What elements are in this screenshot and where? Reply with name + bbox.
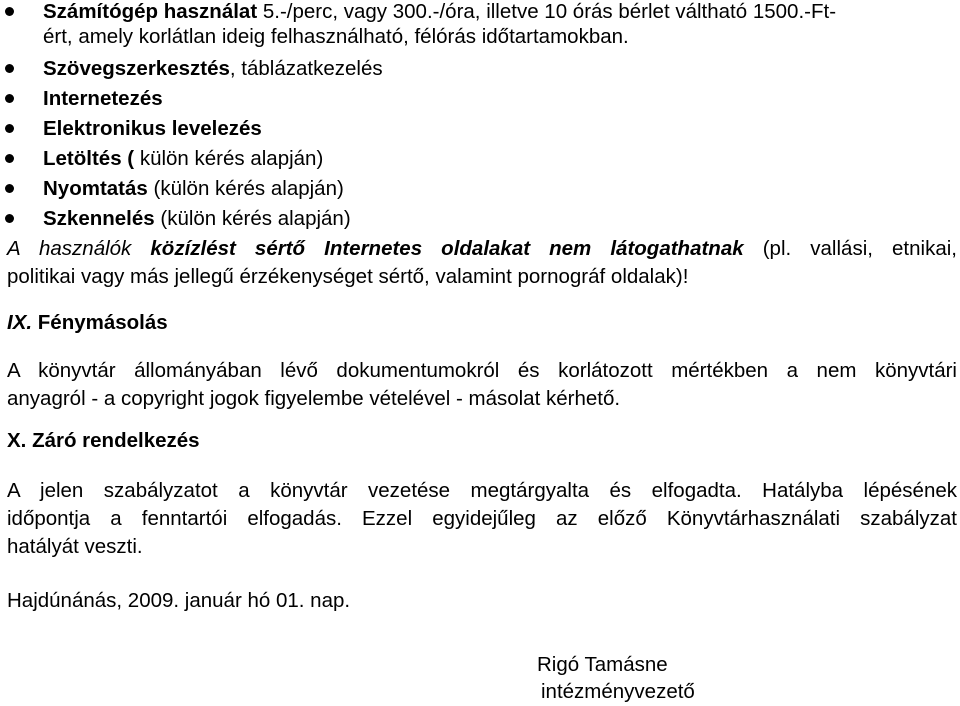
- bullet-icon: [5, 64, 14, 73]
- bullet-icon: [5, 214, 14, 223]
- bullet-icon: [5, 154, 14, 163]
- list-item: [43, 57, 383, 81]
- list-item: [43, 87, 163, 111]
- list-item-bold: Nyomtatás: [43, 177, 148, 200]
- signature-title: intézményvezető: [541, 680, 695, 703]
- list-item-text: (külön kérés alapján): [154, 207, 351, 230]
- list-item: [43, 117, 262, 141]
- section-title: Fénymásolás: [32, 311, 168, 334]
- warning-line-1: [7, 237, 957, 261]
- bullet-icon: [5, 124, 14, 133]
- list-item-bold: Letöltés (: [43, 147, 135, 170]
- section-heading-x: [7, 429, 200, 453]
- section-x-text-line-3: hatályát veszti.: [7, 535, 143, 558]
- list-item-bold: Szkennelés: [43, 207, 155, 230]
- list-item-text: külön kérés alapján): [134, 147, 324, 170]
- list-item-bold: Elektronikus levelezés: [43, 117, 262, 140]
- place-date: Hajdúnánás, 2009. január hó 01. nap.: [7, 589, 351, 612]
- section-ix-text-line-1: A könyvtár állományában lévő dokumentumokról és korlátozott mértékben a nem könyvtári: [7, 359, 957, 382]
- section-x-text-line-2: időpontja a fenntartói elfogadás. Ezzel egyidejűleg az előző Könyvtárhasználati szabályzat: [7, 507, 957, 530]
- warning-prefix: A használók: [7, 237, 151, 260]
- list-item: [43, 147, 323, 171]
- list-item-continuation: ért, amely korlátlan ideig felhasználható, félórás időtartamokban.: [43, 25, 629, 48]
- bullet-icon: [5, 7, 14, 16]
- list-item: [43, 0, 836, 24]
- list-item-bold: Számítógép használat: [43, 0, 258, 23]
- bullet-icon: [5, 94, 14, 103]
- list-item-text: 5.-/perc, vagy 300.-/óra, illetve 10 órás bérlet váltható 1500.-Ft-: [257, 0, 837, 23]
- list-item: [43, 207, 351, 231]
- section-heading-ix: [7, 311, 168, 335]
- list-item-text: (külön kérés alapján): [147, 177, 344, 200]
- warning-line-2: politikai vagy más jellegű érzékenységet sértő, valamint pornográf oldalak)!: [7, 265, 689, 288]
- section-number: IX.: [7, 311, 33, 334]
- list-item-bold: Internetezés: [43, 87, 163, 110]
- section-x-text-line-1: A jelen szabályzatot a könyvtár vezetése megtárgyalta és elfogadta. Hatályba lépésének: [7, 479, 957, 502]
- warning-suffix: (pl. vallási, etnikai,: [743, 237, 957, 260]
- list-item-text: , táblázatkezelés: [229, 57, 383, 80]
- list-item: [43, 177, 344, 201]
- section-ix-text-line-2: anyagról - a copyright jogok figyelembe vételével - másolat kérhető.: [7, 387, 621, 410]
- list-item-bold: Szövegszerkesztés: [43, 57, 230, 80]
- bullet-icon: [5, 184, 14, 193]
- section-title: X. Záró rendelkezés: [7, 429, 200, 452]
- warning-emphasis: közízlést sértő Internetes oldalakat nem látogathatnak: [150, 237, 744, 260]
- signature-name: Rigó Tamásne: [537, 653, 668, 676]
